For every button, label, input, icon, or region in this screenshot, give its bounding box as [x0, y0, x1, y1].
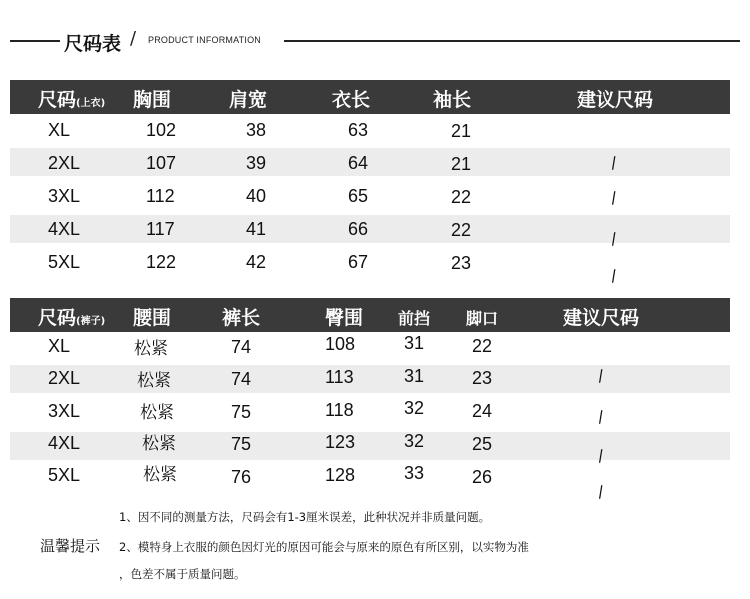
top-cell-suggest-mark: / — [609, 187, 618, 208]
top-cell-size: 5XL — [48, 252, 81, 272]
top-cell-shoulder: 42 — [246, 252, 267, 272]
tips-label: 温馨提示 — [40, 537, 101, 555]
top-cell-suggest-mark: / — [609, 265, 618, 286]
bottom-cell-leg-opening: 25 — [472, 434, 493, 454]
bottom-cell-suggest-mark: / — [596, 365, 605, 386]
top-cell-shoulder: 39 — [246, 153, 267, 173]
bottom-cell-leg-opening: 23 — [472, 368, 493, 388]
bottom-cell-size: XL — [48, 336, 71, 356]
bottom-cell-leg-opening: 26 — [472, 467, 493, 487]
bottom-cell-pants-length: 74 — [231, 369, 252, 389]
top-cell-sleeve: 22 — [451, 187, 472, 207]
bottom-cell-suggest-mark: / — [596, 445, 605, 466]
bottom-cell-front-rise: 31 — [404, 366, 425, 386]
bottom-cell-hip: 113 — [325, 367, 354, 387]
top-cell-chest: 107 — [146, 153, 177, 173]
bottom-cell-pants-length: 74 — [231, 337, 252, 357]
bottom-cell-front-rise: 33 — [404, 463, 425, 483]
title-rule-right — [284, 40, 740, 42]
bottom-header-hip: 臀围 — [325, 307, 364, 329]
top-cell-suggest-mark: / — [609, 152, 618, 173]
top-cell-length: 65 — [348, 186, 369, 206]
note-measurement: 1、因不同的测量方法，尺码会有1-3厘米误差，此种状况并非质量问题。 — [119, 510, 491, 524]
bottom-header-suggest: 建议尺码 — [563, 307, 640, 329]
bottom-row-stripe — [10, 432, 730, 460]
bottom-cell-front-rise: 31 — [404, 333, 425, 353]
bottom-cell-leg-opening: 22 — [472, 336, 493, 356]
note-color: 2、模特身上衣服的颜色因灯光的原因可能会与原来的原色有所区别，以实物为准 — [119, 540, 529, 554]
top-header-shoulder: 肩宽 — [229, 89, 268, 111]
bottom-cell-size: 4XL — [48, 433, 81, 453]
top-cell-chest: 122 — [146, 252, 177, 272]
top-cell-length: 64 — [348, 153, 369, 173]
bottom-header-leg-opening: 脚口 — [466, 309, 499, 328]
bottom-cell-hip: 123 — [325, 432, 356, 452]
title-rule-left — [10, 40, 60, 42]
top-cell-chest: 112 — [146, 186, 175, 206]
top-cell-suggest-mark: / — [609, 228, 618, 249]
bottom-header-waist: 腰围 — [133, 307, 172, 329]
top-cell-sleeve: 22 — [451, 220, 472, 240]
note-color-cont: ，色差不属于质量问题。 — [119, 567, 246, 581]
top-cell-size: XL — [48, 120, 71, 140]
top-cell-size: 2XL — [48, 153, 81, 173]
top-cell-size: 4XL — [48, 219, 81, 239]
bottom-cell-size: 5XL — [48, 465, 81, 485]
top-cell-length: 66 — [348, 219, 369, 239]
bottom-cell-front-rise: 32 — [404, 431, 425, 451]
top-header-length: 衣长 — [332, 89, 371, 111]
top-header-size-sub: (上衣) — [76, 98, 106, 109]
top-cell-length: 67 — [348, 252, 369, 272]
top-cell-chest: 102 — [146, 120, 177, 140]
top-cell-sleeve: 21 — [451, 121, 472, 141]
top-header-chest: 胸围 — [133, 89, 172, 111]
top-header-size: 尺码(上衣) — [38, 89, 106, 111]
top-header-sleeve: 袖长 — [433, 89, 472, 111]
bottom-cell-pants-length: 76 — [231, 467, 252, 487]
bottom-cell-hip: 128 — [325, 465, 356, 485]
bottom-cell-suggest-mark: / — [596, 481, 605, 502]
bottom-cell-size: 3XL — [48, 401, 81, 421]
top-row-stripe — [10, 148, 730, 176]
bottom-header-size: 尺码(裤子) — [38, 307, 106, 329]
page-subtitle: PRODUCT INFORMATION — [148, 35, 261, 45]
top-cell-shoulder: 41 — [246, 219, 267, 239]
bottom-cell-waist: 松紧 — [142, 434, 176, 454]
bottom-cell-size: 2XL — [48, 368, 81, 388]
bottom-cell-waist: 松紧 — [137, 371, 171, 391]
bottom-cell-waist: 松紧 — [134, 339, 168, 359]
bottom-cell-leg-opening: 24 — [472, 401, 493, 421]
bottom-cell-hip: 108 — [325, 334, 356, 354]
bottom-header-front-rise: 前挡 — [398, 309, 431, 328]
top-cell-shoulder: 38 — [246, 120, 267, 140]
top-cell-sleeve: 21 — [451, 154, 472, 174]
bottom-cell-suggest-mark: / — [596, 406, 605, 427]
top-header-suggest: 建议尺码 — [577, 89, 654, 111]
bottom-header-pants-length: 裤长 — [222, 307, 261, 329]
top-cell-shoulder: 40 — [246, 186, 267, 206]
bottom-cell-waist: 松紧 — [143, 465, 177, 485]
top-cell-size: 3XL — [48, 186, 81, 206]
bottom-header-size-sub: (裤子) — [76, 316, 106, 327]
bottom-cell-waist: 松紧 — [140, 403, 174, 423]
bottom-row-stripe — [10, 365, 730, 393]
bottom-cell-pants-length: 75 — [231, 402, 252, 422]
bottom-cell-hip: 118 — [325, 400, 354, 420]
top-cell-chest: 117 — [146, 219, 175, 239]
bottom-cell-pants-length: 75 — [231, 434, 252, 454]
top-row-stripe — [10, 215, 730, 243]
page-title: 尺码表 — [64, 33, 122, 55]
top-cell-length: 63 — [348, 120, 369, 140]
bottom-cell-front-rise: 32 — [404, 398, 425, 418]
top-cell-sleeve: 23 — [451, 253, 472, 273]
title-slash: / — [130, 28, 137, 49]
